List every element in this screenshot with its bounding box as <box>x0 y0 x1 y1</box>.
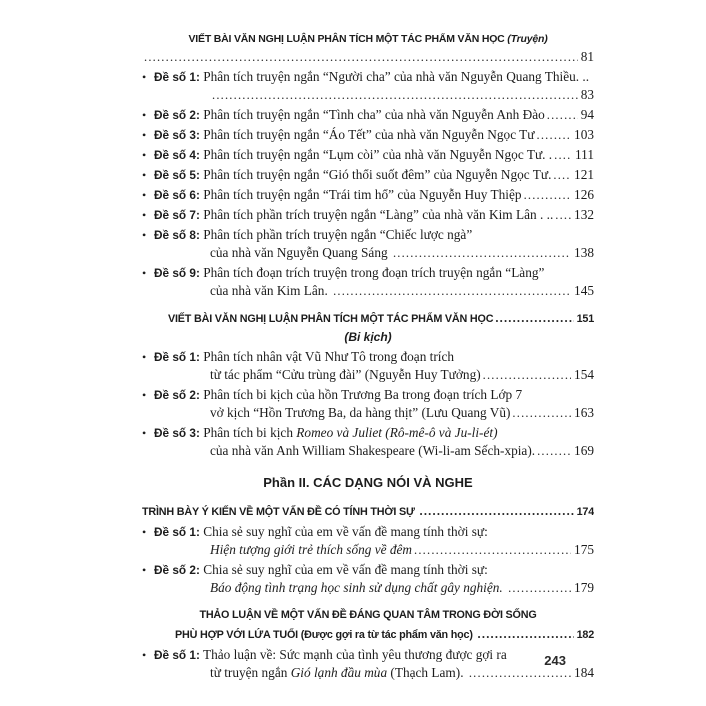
dotted-leader <box>144 48 578 66</box>
entry-text: từ truyện ngắn <box>210 665 291 680</box>
toc-entry <box>142 166 594 184</box>
dotted-leader <box>553 166 571 184</box>
entry-text: THẢO LUẬN VỀ MỘT VẤN ĐỀ ĐÁNG QUAN TÂM TRONG ĐỜI SỐNG <box>199 609 537 621</box>
entry-text: (Thạch Lam). <box>387 665 467 680</box>
entry-text: của nhà văn Anh William Shakespeare (Wi-li-am Sếch-xpia). <box>210 443 536 458</box>
bullet-icon: • <box>142 168 147 182</box>
toc-section-heading <box>142 30 594 48</box>
bullet-icon: • <box>142 648 147 662</box>
entry-text: PHÙ HỢP VỚI LỨA TUỔI (Được gợi ra từ tác phẩm văn học) <box>175 629 476 641</box>
entry-text: VIẾT BÀI VĂN NGHỊ LUẬN PHÂN TÍCH MỘT TÁC PHẨM VĂN HỌC <box>168 313 494 325</box>
dotted-leader <box>555 206 571 224</box>
entry-label: Đề số 3: <box>154 426 200 440</box>
dotted-leader <box>554 146 572 164</box>
toc-section-heading <box>142 309 594 328</box>
toc-entry-continuation <box>142 366 594 384</box>
dotted-leader <box>393 244 571 262</box>
entry-label: Đề số 2: <box>154 108 200 122</box>
bullet-icon: • <box>142 563 147 577</box>
entry-text: Phân tích truyện ngắn “Người cha” của nhà văn Nguyễn Quang Thiều. .. <box>199 69 590 84</box>
toc-entry <box>142 264 594 282</box>
entry-label: Đề số 2: <box>154 388 200 402</box>
entry-page-number: 174 <box>576 506 594 518</box>
entry-text: của nhà văn Kim Lân. <box>210 283 332 298</box>
entry-text: Phân tích phần trích truyện ngắn “Chiếc lược ngà” <box>199 227 473 242</box>
page-folio-number: 243 <box>544 653 566 668</box>
entry-text: vở kịch “Hồn Trương Ba, da hàng thịt” (Lưu Quang Vũ) <box>210 405 511 420</box>
toc-entry <box>142 68 594 86</box>
entry-text: Phân tích bi kịch của hồn Trương Ba trong đoạn trích Lớp 7 <box>199 387 523 402</box>
dotted-leader <box>414 541 571 559</box>
toc-section-subtitle <box>142 329 594 346</box>
bullet-icon: • <box>142 525 147 539</box>
entry-text: Phần II. CÁC DẠNG NÓI VÀ NGHE <box>263 475 473 490</box>
entry-page-number: 169 <box>574 443 594 458</box>
dotted-leader <box>212 86 578 104</box>
toc-entry-continuation <box>142 244 594 262</box>
entry-page-number: 179 <box>574 580 594 595</box>
entry-text: Hiện tượng giới trẻ thích sống về đêm <box>210 542 413 557</box>
entry-page-number: 83 <box>580 87 594 102</box>
bullet-icon: • <box>142 388 147 402</box>
entry-page-number: 184 <box>574 665 594 680</box>
entry-page-number: 138 <box>574 245 594 260</box>
entry-page-number: 182 <box>576 629 594 641</box>
entry-page-number: 132 <box>574 207 594 222</box>
toc-entry <box>142 126 594 144</box>
entry-label: Đề số 1: <box>154 350 200 364</box>
entry-text: Phân tích nhân vật Vũ Như Tô trong đoạn trích <box>199 349 455 364</box>
dotted-leader <box>420 502 574 521</box>
dotted-leader <box>483 366 571 384</box>
entry-text: Phân tích truyện ngắn “Gió thổi suốt đêm” của Nguyễn Ngọc Tư. <box>199 167 552 182</box>
toc-entry <box>142 523 594 541</box>
toc-entry <box>142 146 594 164</box>
toc-entry-continuation <box>142 664 594 682</box>
entry-label: Đề số 1: <box>154 525 200 539</box>
entry-text: (Truyện) <box>507 33 548 45</box>
entry-label: Đề số 1: <box>154 70 200 84</box>
entry-text: Phân tích đoạn trích truyện trong đoạn trích truyện ngắn “Làng” <box>199 265 545 280</box>
toc-entry <box>142 106 594 124</box>
dotted-leader <box>537 126 572 144</box>
toc-entry <box>142 561 594 579</box>
entry-page-number: 81 <box>580 49 594 64</box>
toc-entry <box>142 646 594 664</box>
entry-text: Gió lạnh đầu mùa <box>290 665 388 680</box>
entry-text: Thảo luận về: Sức mạnh của tình yêu thương được gợi ra <box>199 647 507 662</box>
entry-label: Đề số 9: <box>154 266 200 280</box>
entry-page-number: 154 <box>574 367 594 382</box>
toc-entry-continuation <box>142 442 594 460</box>
dotted-leader <box>508 579 571 597</box>
entry-text: (Bi kịch) <box>344 330 392 344</box>
toc-entry <box>142 386 594 404</box>
toc-entry-continuation <box>142 282 594 300</box>
dotted-leader <box>512 404 571 422</box>
entry-label: Đề số 8: <box>154 228 200 242</box>
entry-page-number: 145 <box>574 283 594 298</box>
dotted-leader <box>524 186 571 204</box>
toc-section-heading <box>142 625 594 644</box>
entry-text: Phân tích truyện ngắn “Áo Tết” của nhà văn Nguyễn Ngọc Tư <box>199 127 535 142</box>
entry-text: Phân tích bi kịch <box>199 425 297 440</box>
entry-text: VIẾT BÀI VĂN NGHỊ LUẬN PHÂN TÍCH MỘT TÁC PHẨM VĂN HỌC <box>188 33 508 45</box>
bullet-icon: • <box>142 426 147 440</box>
toc-entry <box>142 424 594 442</box>
entry-text: của nhà văn Nguyễn Quang Sáng <box>210 245 391 260</box>
entry-text: Romeo và Juliet (Rô-mê-ô và Ju-li-ét) <box>296 425 498 440</box>
toc-entry <box>142 348 594 366</box>
entry-page-number: 111 <box>575 147 594 162</box>
toc-entry-continuation <box>142 86 594 104</box>
entry-label: Đề số 4: <box>154 148 200 162</box>
entry-page-number: 175 <box>574 542 594 557</box>
entry-text: TRÌNH BÀY Ý KIẾN VỀ MỘT VẤN ĐỀ CÓ TÍNH THỜI SỰ <box>142 506 418 518</box>
entry-page-number: 126 <box>574 187 594 202</box>
bullet-icon: • <box>142 70 147 84</box>
entry-label: Đề số 5: <box>154 168 200 182</box>
toc-entry <box>142 206 594 224</box>
dotted-leader <box>478 625 574 644</box>
bullet-icon: • <box>142 208 147 222</box>
toc-section-heading <box>142 502 594 521</box>
toc-entry-continuation <box>142 48 594 66</box>
toc-entry <box>142 226 594 244</box>
toc-entry-continuation <box>142 541 594 559</box>
entry-page-number: 103 <box>574 127 594 142</box>
bullet-icon: • <box>142 128 147 142</box>
entry-text: Chia sẻ suy nghĩ của em về vấn đề mang tính thời sự: <box>199 562 488 577</box>
bullet-icon: • <box>142 108 147 122</box>
toc-entry <box>142 186 594 204</box>
entry-text: Báo động tình trạng học sinh sử dụng chất gây nghiện. <box>210 580 507 595</box>
toc-part-title <box>142 473 594 493</box>
toc <box>142 30 594 682</box>
dotted-leader <box>333 282 571 300</box>
bullet-icon: • <box>142 148 147 162</box>
entry-label: Đề số 1: <box>154 648 200 662</box>
dotted-leader <box>547 106 578 124</box>
toc-section-heading <box>142 606 594 624</box>
entry-page-number: 151 <box>576 313 594 325</box>
entry-label: Đề số 6: <box>154 188 200 202</box>
entry-page-number: 121 <box>574 167 594 182</box>
entry-text: Phân tích truyện ngắn “Trái tim hổ” của Nguyễn Huy Thiệp <box>199 187 522 202</box>
entry-label: Đề số 3: <box>154 128 200 142</box>
entry-text: Phân tích truyện ngắn “Lụm còi” của nhà văn Nguyễn Ngọc Tư. . <box>199 147 553 162</box>
entry-text: Phân tích phần trích truyện ngắn “Làng” của nhà văn Kim Lân . .. <box>199 207 554 222</box>
bullet-icon: • <box>142 228 147 242</box>
bullet-icon: • <box>142 266 147 280</box>
dotted-leader <box>537 442 571 460</box>
entry-text: Chia sẻ suy nghĩ của em về vấn đề mang tính thời sự: <box>199 524 488 539</box>
dotted-leader <box>495 309 573 328</box>
bullet-icon: • <box>142 350 147 364</box>
entry-label: Đề số 2: <box>154 563 200 577</box>
entry-text: Phân tích truyện ngắn “Tình cha” của nhà văn Nguyễn Anh Đào <box>199 107 545 122</box>
entry-text: từ tác phẩm “Cửu trùng đài” (Nguyễn Huy Tưởng) <box>210 367 481 382</box>
entry-page-number: 94 <box>580 107 594 122</box>
toc-entry-continuation <box>142 404 594 422</box>
entry-label: Đề số 7: <box>154 208 200 222</box>
toc-entry-continuation <box>142 579 594 597</box>
bullet-icon: • <box>142 188 147 202</box>
entry-page-number: 163 <box>574 405 594 420</box>
